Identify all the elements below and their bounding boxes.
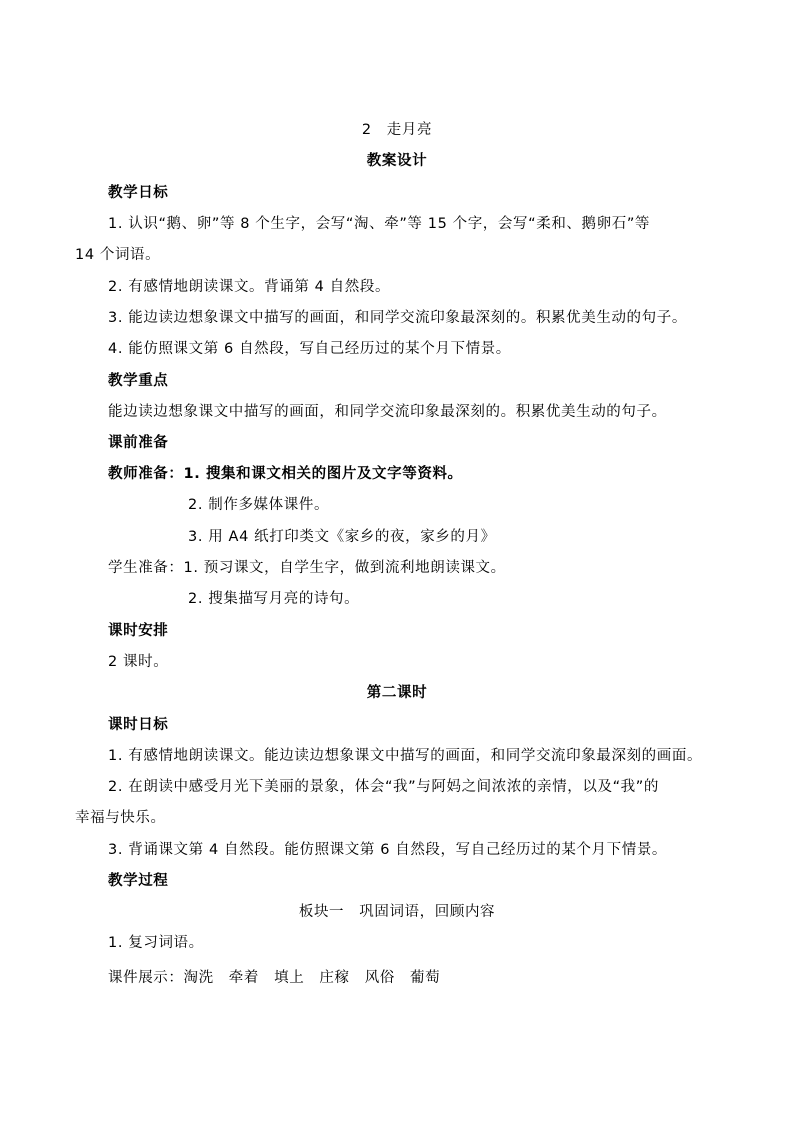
key-points-text: 能边读边想象课文中描写的画面，和同学交流印象最深刻的。积累优美生动的句子。 [108, 404, 667, 420]
teacher-prep-2: 2. 制作多媒体课件。 [188, 497, 330, 513]
heading-key-points: 教学重点 [108, 373, 169, 389]
goal-line-1-cont: 14 个词语。 [75, 247, 161, 263]
block-one-title: 板块一 巩固词语，回顾内容 [298, 904, 496, 920]
goal-line-4: 4. 能仿照课文第 6 自然段，写自己经历过的某个月下情景。 [108, 341, 511, 357]
lesson-goal-1: 1. 有感情地朗读课文。能边读边想象课文中描写的画面，和同学交流印象最深刻的画面。 [108, 748, 703, 764]
heading-teaching-process: 教学过程 [108, 873, 169, 889]
heading-lesson-goals: 课时日标 [108, 717, 169, 733]
student-prep-1: 学生准备：1. 预习课文，自学生字，做到流利地朗读课文。 [108, 560, 506, 576]
lesson-goal-2-cont: 幸福与快乐。 [75, 810, 166, 826]
teacher-prep-text: 教师准备：1. 搜集和课文相关的图片及文字等资料。 [108, 466, 463, 482]
schedule-text: 2 课时。 [108, 654, 169, 670]
goal-line-2: 2. 有感情地朗读课文。背诵第 4 自然段。 [108, 279, 391, 295]
lesson-goal-2: 2. 在朗读中感受月光下美丽的景象，体会“我”与阿妈之间浓浓的亲情，以及“我”的 [108, 779, 659, 795]
teacher-prep-3: 3. 用 A4 纸打印类文《家乡的夜，家乡的月》 [188, 529, 496, 545]
teacher-prep-1 [108, 464, 463, 484]
courseware-words: 课件展示：淘洗 牵着 填上 庄稼 风俗 葡萄 [108, 970, 441, 986]
review-words-item: 1. 复习词语。 [108, 935, 204, 951]
section-heading-plan: 教案设计 [366, 153, 428, 169]
student-prep-2: 2. 搜集描写月亮的诗句。 [188, 591, 360, 607]
goal-line-3: 3. 能边读边想象课文中描写的画面，和同学交流印象最深刻的。积累优美生动的句子。 [108, 310, 687, 326]
goal-line-1: 1. 认识“鹅、卵”等 8 个生字，会写“淘、牵”等 15 个字，会写“柔和、鹅卵石”等 [108, 216, 651, 232]
lesson-title: 2 走月亮 [361, 122, 433, 138]
heading-teaching-goals: 教学日标 [108, 185, 169, 201]
heading-preparation: 课前准备 [108, 435, 169, 451]
heading-schedule: 课时安排 [108, 623, 169, 639]
lesson-goal-3: 3. 背诵课文第 4 自然段。能仿照课文第 6 自然段，写自己经历过的某个月下情景。 [108, 842, 668, 858]
heading-second-lesson: 第二课时 [366, 685, 428, 701]
